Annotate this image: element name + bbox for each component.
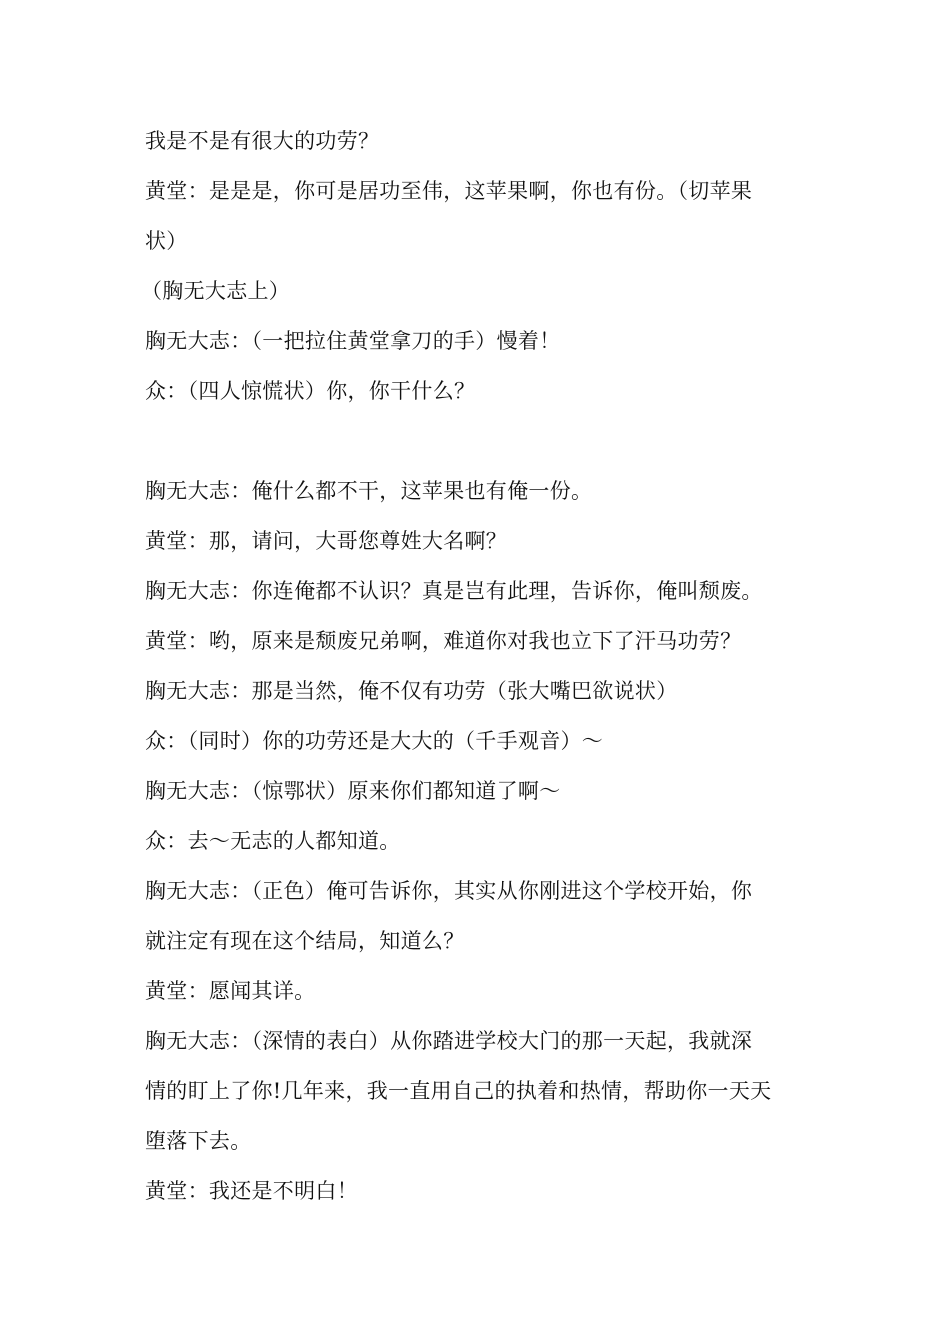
text-line: 就注定有现在这个结局，知道么？ <box>145 929 465 953</box>
stage-direction-line: （胸无大志上） <box>141 279 291 303</box>
text-line: 黄堂：我还是不明白！ <box>145 1179 358 1203</box>
text-line: 黄堂：愿闻其详。 <box>145 979 316 1003</box>
text-line: 堕落下去。 <box>145 1129 252 1153</box>
text-line: 众：（同时）你的功劳还是大大的（千手观音）～ <box>145 729 604 753</box>
text-line: 黄堂：哟，原来是颓废兄弟啊，难道你对我也立下了汗马功劳？ <box>145 629 742 653</box>
text-line: 黄堂：那，请问，大哥您尊姓大名啊？ <box>145 529 508 553</box>
text-line: 众：（四人惊慌状）你，你干什么？ <box>145 379 476 403</box>
text-line: 胸无大志：（深情的表白）从你踏进学校大门的那一天起，我就深 <box>145 1029 753 1053</box>
text-line: 胸无大志：你连俺都不认识？真是岂有此理，告诉你，俺叫颓废。 <box>145 579 763 603</box>
text-line: 胸无大志：（正色）俺可告诉你，其实从你刚进这个学校开始，你 <box>145 879 753 903</box>
text-line: 情的盯上了你!几年来，我一直用自己的执着和热情，帮助你一天天 <box>145 1079 772 1103</box>
text-line: 我是不是有很大的功劳？ <box>145 129 380 153</box>
text-line: 胸无大志：俺什么都不干，这苹果也有俺一份。 <box>145 479 593 503</box>
text-line: 众：去～无志的人都知道。 <box>145 829 401 853</box>
text-line: 黄堂：是是是，你可是居功至伟，这苹果啊，你也有份。（切苹果 <box>145 179 753 203</box>
text-line: 胸无大志：（一把拉住黄堂拿刀的手）慢着！ <box>145 329 561 353</box>
text-line: 胸无大志：那是当然，俺不仅有功劳（张大嘴巴欲说状） <box>145 679 678 703</box>
text-line: 胸无大志：（惊鄂状）原来你们都知道了啊～ <box>145 779 561 803</box>
text-line: 状） <box>145 229 188 253</box>
